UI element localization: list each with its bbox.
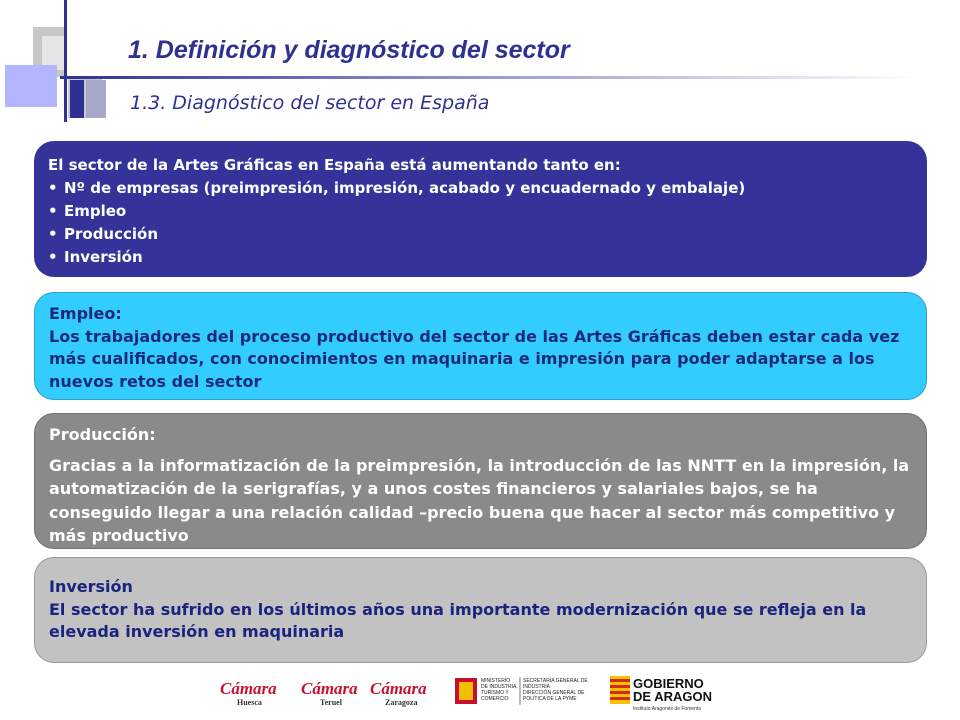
ministry-line: COMERCIO: [481, 696, 509, 702]
panel-empleo: [34, 292, 927, 400]
camara-word: Cámara: [220, 679, 277, 698]
secretaria-line: DIRECCIÓN GENERAL DE: [523, 690, 585, 696]
secretaria-line: INDUSTRIA: [523, 684, 550, 690]
deco-square-white: [42, 36, 66, 70]
produccion-heading: Producción:: [49, 425, 156, 444]
empleo-heading: Empleo:: [49, 304, 122, 323]
panel-overview: [34, 141, 927, 277]
camara-word: Cámara: [370, 679, 427, 698]
camara-city: Teruel: [320, 698, 342, 707]
ministry-line: MINISTERIO: [481, 678, 511, 684]
gobierno-sub: Instituto Aragonés de Fomento: [633, 706, 702, 712]
page-subtitle: 1.3. Diagnóstico del sector en España: [130, 92, 490, 114]
list-item: • Inversión: [48, 246, 913, 269]
page-title: 1. Definición y diagnóstico del sector: [128, 36, 570, 64]
list-item: • Producción: [48, 223, 913, 246]
secretaria-line: POLÍTICA DE LA PYME: [523, 696, 577, 702]
camara-city: Zaragoza: [385, 698, 418, 707]
overview-bullet-list: [48, 177, 913, 269]
ministry-line: TURISMO Y: [481, 690, 509, 696]
empleo-body: Los trabajadores del proceso productivo del sector de las Artes Gráficas deben estar cada vez más cualificados, con conocimientos en maquinaria e impresión para poder adaptarse a los nuevos retos del sector: [49, 326, 900, 391]
aragon-flag-stripe: [610, 697, 630, 700]
secretaria-line: SECRETARÍA GENERAL DE: [523, 678, 588, 684]
camara-word: Cámara: [301, 679, 358, 698]
panel-inversion: [34, 557, 927, 663]
inversion-body: El sector ha sufrido en los últimos años una importante modernización que se refleja en la elevada inversión en maquinaria: [49, 599, 867, 641]
footer-logos: [215, 672, 745, 716]
panel-produccion: [34, 413, 927, 549]
ministerio-logo: [455, 677, 588, 705]
ministry-line: DE INDUSTRIA,: [481, 684, 518, 690]
aragon-flag-stripe: [610, 691, 630, 694]
deco-vertical-line: [64, 0, 67, 122]
camara-huesca-logo: [220, 679, 277, 707]
deco-square-blue: [70, 80, 84, 118]
spain-crest-inner: [459, 682, 473, 700]
camara-zaragoza-logo: [370, 679, 427, 707]
gobierno-aragon-logo: [610, 676, 712, 712]
overview-intro: El sector de la Artes Gráficas en España está aumentando tanto en:: [48, 156, 621, 174]
list-item: • Nº de empresas (preimpresión, impresión, acabado y encuadernado y embalaje): [48, 177, 913, 200]
aragon-flag-stripe: [610, 679, 630, 682]
gobierno-line: GOBIERNO: [633, 676, 704, 691]
camara-city: Huesca: [237, 698, 262, 707]
deco-square-lavender: [5, 65, 57, 107]
gobierno-line: DE ARAGON: [633, 689, 712, 704]
list-item: • Empleo: [48, 200, 913, 223]
inversion-heading: Inversión: [49, 577, 133, 596]
aragon-flag-stripe: [610, 685, 630, 688]
camara-teruel-logo: [301, 679, 358, 707]
deco-horizontal-line: [60, 76, 920, 79]
produccion-body: Gracias a la informatización de la preimpresión, la introducción de las NNTT en la impresión, la automatización de la serigrafías, y a unos costes financieros y salariales bajos, se ha conseguido llegar a una relación calidad –precio buena que hacer al sector más competitivo y más productivo: [49, 455, 910, 545]
deco-square-gradient: [86, 80, 106, 118]
